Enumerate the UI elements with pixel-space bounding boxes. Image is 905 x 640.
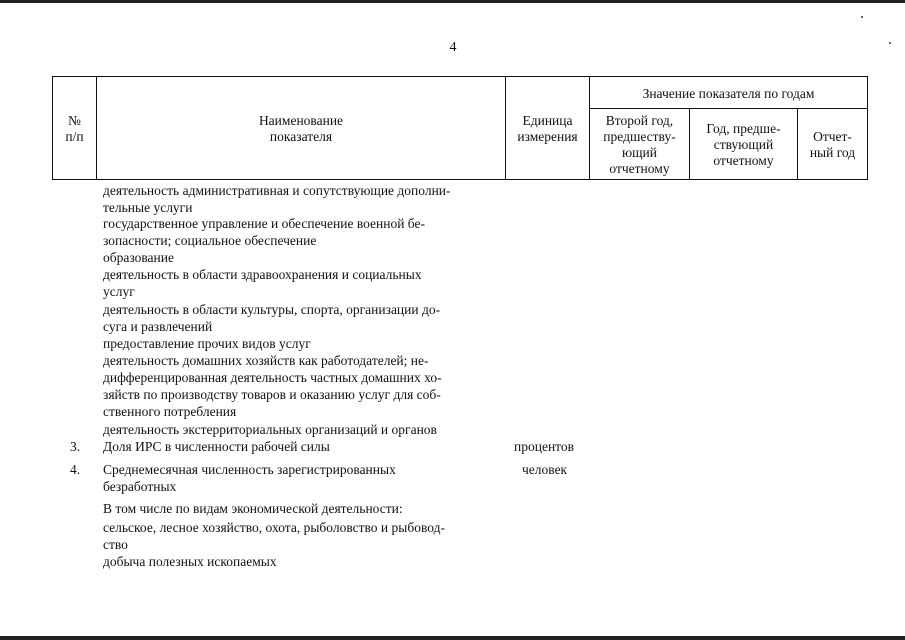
table-row: предоставление прочих видов услуг <box>103 336 311 351</box>
header-report-year: Отчет- ный год <box>809 129 856 160</box>
page-number: 4 <box>449 40 457 55</box>
scan-speck <box>861 16 863 18</box>
table-row: добыча полезных ископаемых <box>103 554 277 569</box>
row-unit: процентов <box>514 439 575 454</box>
header-name: Наименование показателя <box>258 113 344 144</box>
table-row: деятельность домашних хозяйств как работодателей; не- дифференцированная деятельность частных домашних хо- зяйств по производству товаров и оказанию услуг для соб- ственного потребления <box>103 353 442 419</box>
table-row: деятельность экстерриториальных организаций и органов <box>103 422 437 437</box>
table-row: В том числе по видам экономической деятельности: <box>103 501 403 516</box>
scan-bottom-edge <box>0 636 905 640</box>
header-values-group: Значение показателя по годам <box>642 86 815 101</box>
table-row: Доля ИРС в численности рабочей силы <box>103 439 330 454</box>
table-row: Среднемесячная численность зарегистрированных безработных <box>103 462 396 494</box>
row-number: 3. <box>70 439 81 454</box>
header-second-year: Второй год, предшеству- ющий отчетному <box>603 113 676 176</box>
table-row: образование <box>103 250 174 265</box>
header-unit: Единица измерения <box>517 113 578 144</box>
scan-speck <box>889 42 891 44</box>
row-unit: человек <box>522 462 568 477</box>
header-previous-year: Год, предше- ствующий отчетному <box>706 121 781 168</box>
table-row: деятельность в области здравоохранения и социальных услуг <box>103 267 422 299</box>
table-row: сельское, лесное хозяйство, охота, рыболовство и рыбовод- ство <box>103 520 445 552</box>
table-row: деятельность в области культуры, спорта, организации до- суга и развлечений <box>103 302 441 334</box>
table-row: деятельность административная и сопутствующие дополни- тельные услуги <box>103 183 451 215</box>
table-row: государственное управление и обеспечение военной бе- зопасности; социальное обеспечение <box>103 216 425 248</box>
row-number: 4. <box>70 462 81 477</box>
scan-top-edge <box>0 0 905 3</box>
header-number: № п/п <box>65 113 84 144</box>
